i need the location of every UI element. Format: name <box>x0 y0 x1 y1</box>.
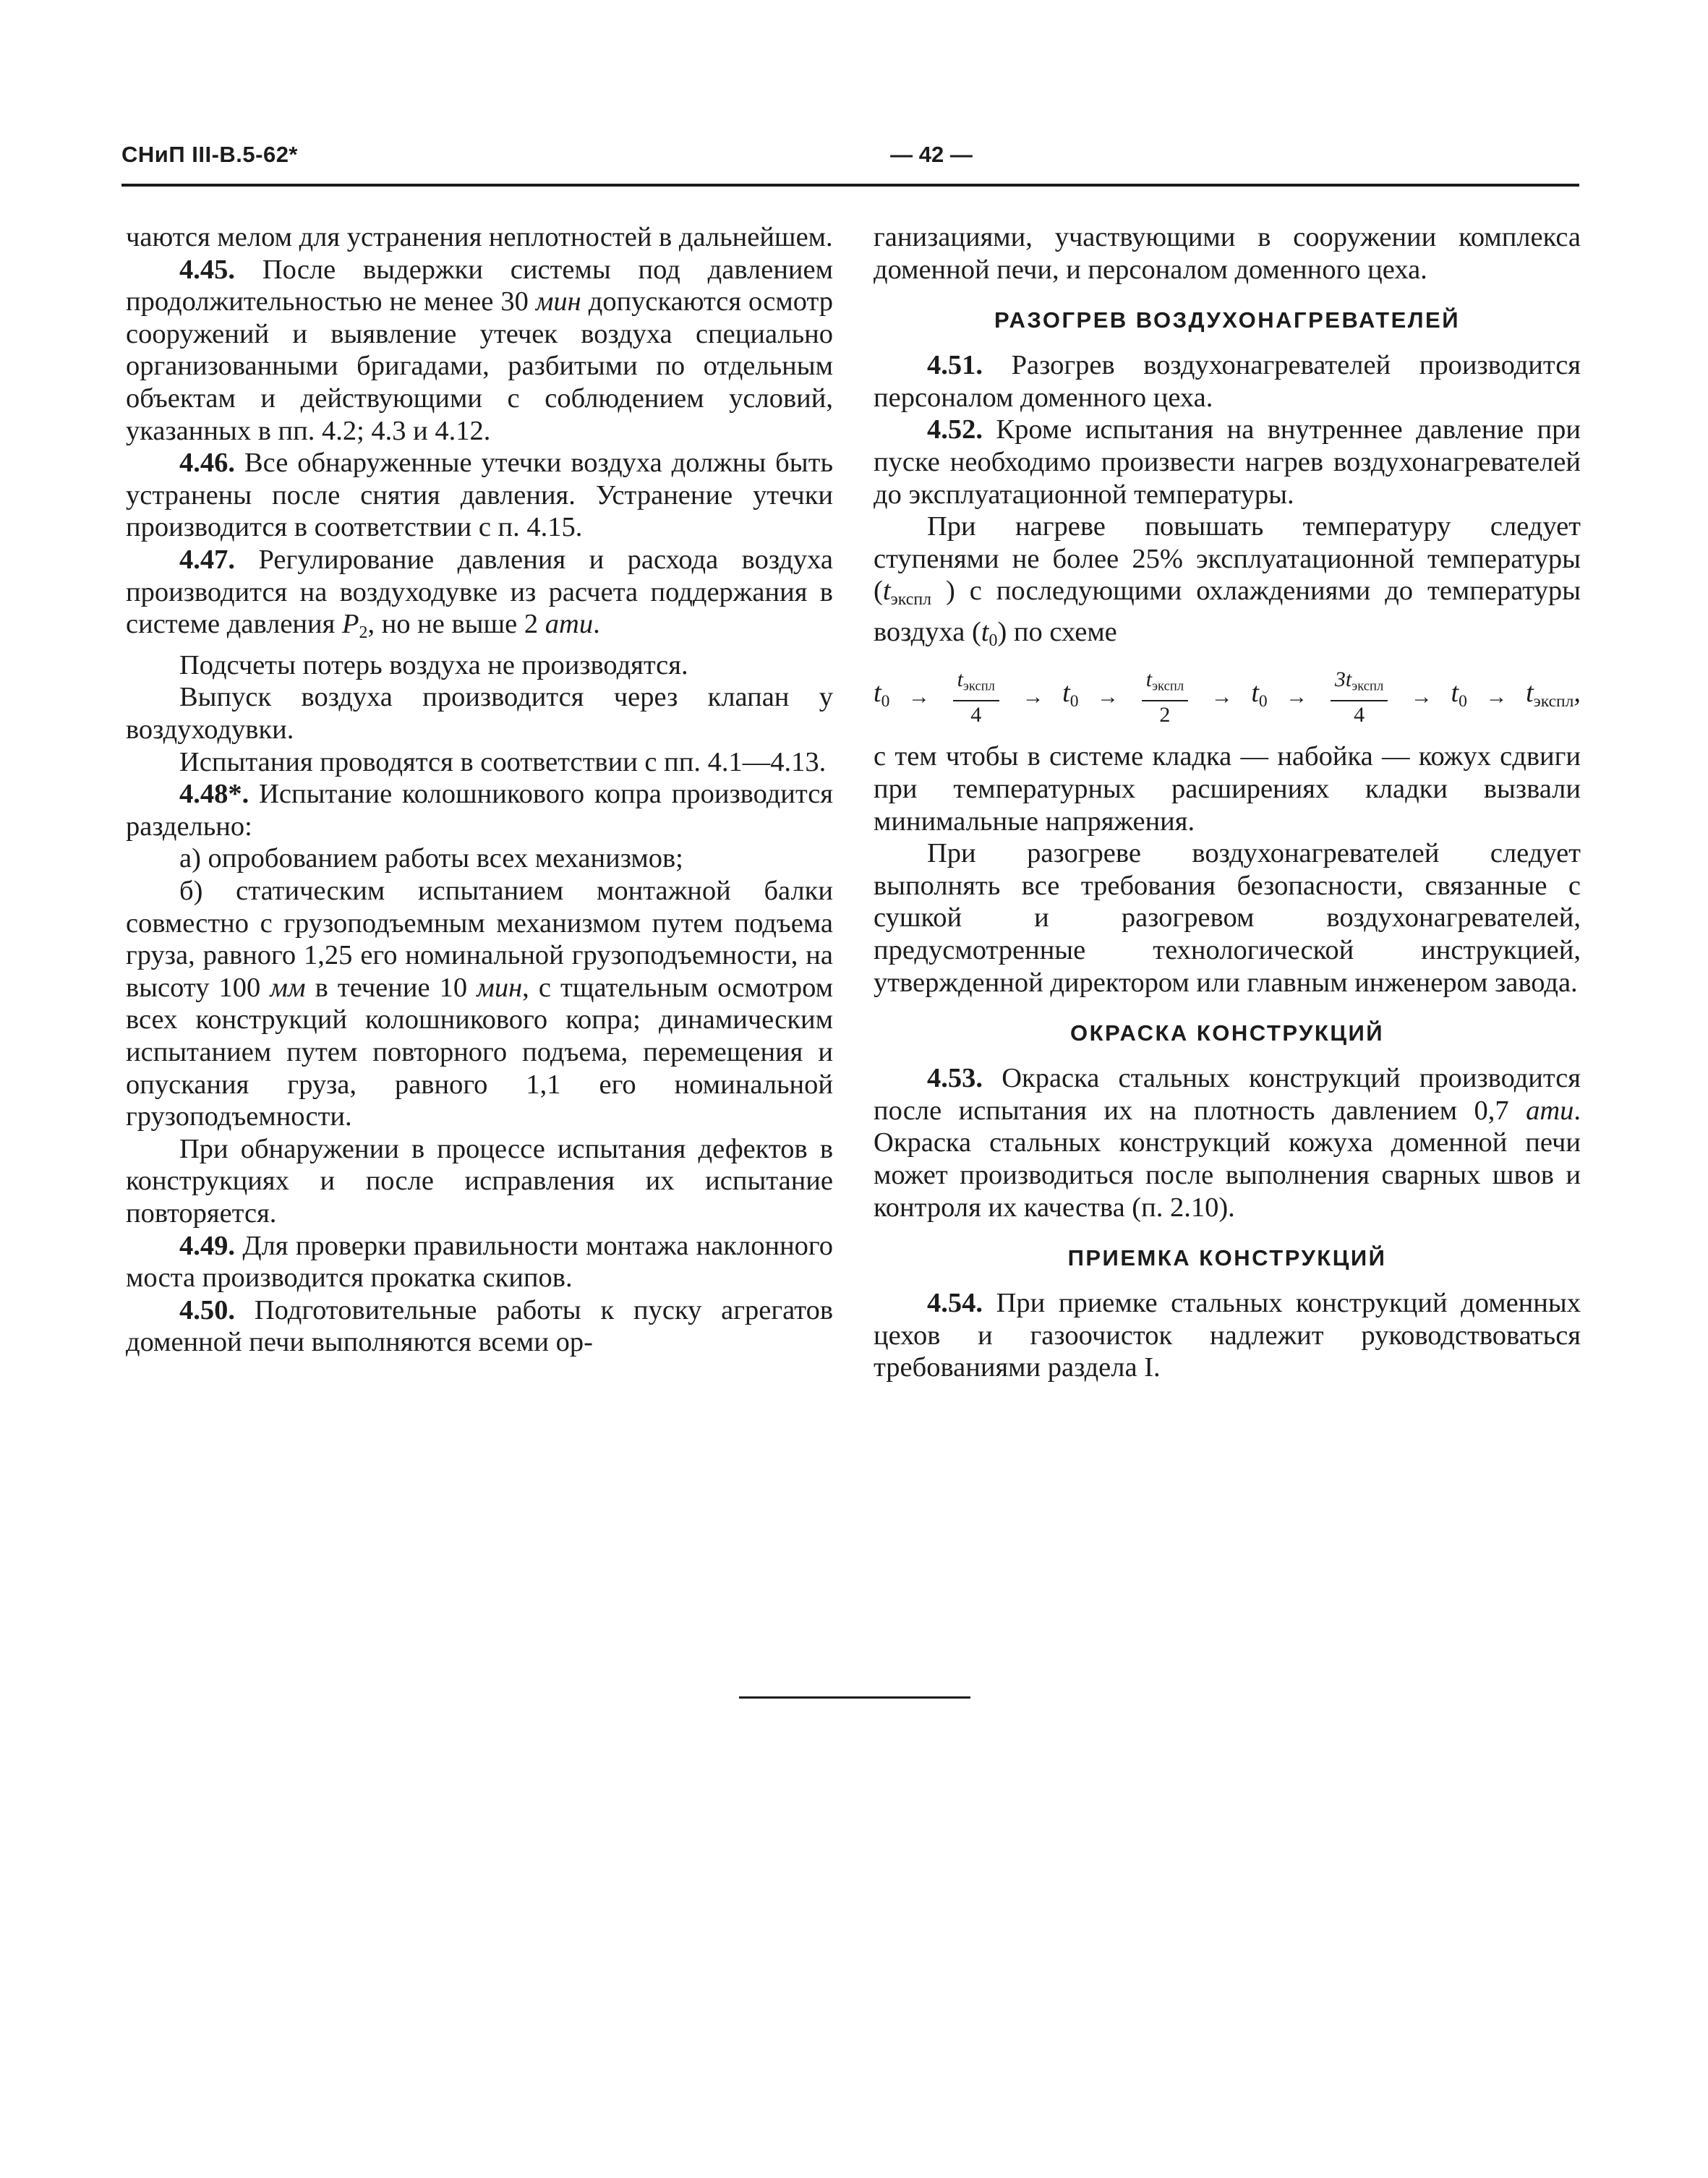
paragraph-number: 4.51. <box>927 350 983 381</box>
variable-t: 3t <box>1334 667 1352 691</box>
variable-subscript: 0 <box>1459 692 1467 712</box>
paragraph-text: ) с последующими охлаждениями до температуры воздуха ( <box>874 576 1581 648</box>
variable-p: P <box>341 609 359 640</box>
left-column <box>126 221 833 1359</box>
variable-t: t <box>882 576 891 607</box>
arrow-icon: → <box>1410 685 1432 709</box>
fraction-numerator <box>1331 666 1388 702</box>
arrow-icon: → <box>1097 685 1119 709</box>
paragraph-text: ) по схеме <box>997 617 1117 648</box>
header-rule <box>121 184 1579 187</box>
variable-subscript: экспл <box>1352 678 1384 694</box>
variable-t: t <box>1526 678 1534 709</box>
paragraph-text: Все обнаруженные утечки воздуха должны быть устранены после снятия давления. Устранение утечки производится в соответствии с п. 4.15. <box>126 448 834 543</box>
unit-text: мм <box>270 972 306 1003</box>
list-item-b <box>126 875 833 1133</box>
paragraph-masonry: с тем чтобы в системе кладка — набойка — кожух сдвиги при температурных расширениях кладки вызвали минимальные напряжения. <box>874 741 1581 837</box>
formula-term <box>1251 677 1267 718</box>
paragraph-text: Испытание колошникового копра производится раздельно: <box>126 779 834 842</box>
fraction-numerator <box>953 666 999 702</box>
paragraph-number: 4.50. <box>179 1294 235 1325</box>
paragraph-number: 4.52. <box>927 414 983 445</box>
paragraph-text: Для проверки правильности монтажа наклонного моста производится прокатка скипов. <box>126 1230 833 1294</box>
paragraph-number: 4.45. <box>179 254 235 285</box>
variable-t: t <box>1062 678 1070 709</box>
end-rule <box>739 1696 970 1699</box>
paragraph-number: 4.47. <box>179 544 235 575</box>
paragraph-text: При приемке стальных конструкций доменных цехов и газоочисток надлежит руководствоваться требованиями раздела I. <box>874 1288 1581 1383</box>
variable-t: t <box>1251 678 1259 709</box>
fraction-numerator <box>1142 666 1188 702</box>
section-heading-painting: ОКРАСКА КОНСТРУКЦИЙ <box>1069 1020 1385 1046</box>
variable-subscript: экспл <box>1533 692 1574 712</box>
paragraph-text: Разогрев воздухонагревателей производится персоналом доменного цеха. <box>874 350 1581 413</box>
unit-text: мин <box>535 286 581 317</box>
variable-subscript: 0 <box>1069 692 1079 712</box>
paragraph-4-50 <box>126 1294 833 1359</box>
paragraph-4-52 <box>874 414 1581 511</box>
variable-subscript: экспл <box>890 590 932 610</box>
variable-t: t <box>981 617 989 648</box>
fraction-denominator: 2 <box>1159 703 1171 727</box>
paragraph-text: Регулирование давления и расхода воздуха производится на воздуходувке из расчета поддержания в системе давления <box>126 544 833 640</box>
paragraph-text: допускаются осмотр сооружений и выявление утечек воздуха специально организованными бригадами, разбитыми по отдельным объектам и действующими с соблюдением условий, указанных в пп. 4.2; 4.3 и 4.12. <box>126 286 833 446</box>
paragraph-continuation: чаются мелом для устранения неплотностей в дальнейшем. <box>126 222 833 252</box>
paragraph-text: в течение 10 <box>315 972 468 1003</box>
list-item-a: а) опробованием работы всех механизмов; <box>179 843 683 874</box>
paragraph-number: 4.46. <box>179 448 235 479</box>
fraction-denominator: 4 <box>970 703 982 727</box>
paragraph-text: После выдержки системы под давлением продолжительностью не менее 30 <box>126 254 833 317</box>
section-heading-acceptance: ПРИЕМКА КОНСТРУКЦИЙ <box>1067 1245 1387 1271</box>
paragraph-4-54 <box>874 1287 1581 1384</box>
paragraph-safety: При разогреве воздухонагревателей следует выполнять все требования безопасности, связанные с сушкой и разогревом воздухонагревателей, предусмотренные технологической инструкцией, утвержденной директором или главным инженером завода. <box>874 838 1581 998</box>
paragraph-air-release: Выпуск воздуха производится через клапан у воздуходувки. <box>126 682 833 746</box>
variable-subscript: экспл <box>962 678 995 694</box>
paragraph-continuation: ганизациями, участвующими в сооружении комплекса доменной печи, и персоналом доменного цеха. <box>874 222 1581 285</box>
formula-term <box>1451 677 1467 718</box>
paragraph-number: 4.54. <box>927 1288 983 1319</box>
variable-t: t <box>874 678 881 709</box>
paragraph-4-48 <box>126 778 833 842</box>
paragraph-tests: Испытания проводятся в соответствии с пп. 4.1—4.13. <box>179 746 827 777</box>
paragraph-text: б) статическим испытанием монтажной балки совместно с грузоподъемным механизмом путем подъема груза, равного 1,25 его номинальной грузоподъемности, на высоту 100 <box>126 876 833 1003</box>
page-number: — 42 — <box>890 142 973 167</box>
fraction <box>1142 666 1188 730</box>
paragraph-text: . Окраска стальных конструкций кожуха доменной печи может производиться после выполнения сварных швов и контроля их качества (п. 2.10). <box>874 1095 1581 1223</box>
arrow-icon: → <box>1286 685 1308 709</box>
paragraph-text: . <box>593 609 600 640</box>
document-code: СНиП III-В.5-62* <box>121 142 298 167</box>
formula-term <box>1526 677 1581 718</box>
paragraph-text: Подготовительные работы к пуску агрегатов доменной печи выполняются всеми ор- <box>126 1294 833 1358</box>
paragraph-number: 4.48*. <box>179 779 249 810</box>
arrow-icon: → <box>1485 685 1508 709</box>
unit-text: мин <box>477 972 523 1003</box>
paragraph-4-45 <box>126 254 833 448</box>
section-heading-heating: РАЗОГРЕВ ВОЗДУХОНАГРЕВАТЕЛЕЙ <box>994 307 1460 333</box>
paragraph-heating-steps <box>874 511 1581 657</box>
formula-term <box>1062 677 1078 718</box>
arrow-icon: → <box>1210 685 1233 709</box>
page-header <box>121 142 1579 171</box>
paragraph-4-46 <box>126 447 833 544</box>
formula-term <box>874 677 889 718</box>
unit-text: ати <box>545 609 594 640</box>
paragraph-4-47 <box>126 544 833 649</box>
variable-t: t <box>1451 678 1459 709</box>
variable-subscript: 2 <box>359 623 368 643</box>
unit-text: ати <box>1526 1095 1574 1126</box>
paragraph-text: При нагреве повышать температуру следует ступенями не более 25% эксплуатационной температуры ( <box>874 511 1581 607</box>
variable-subscript: 0 <box>881 692 890 712</box>
paragraph-text: Кроме испытания на внутреннее давление при пуске необходимо произвести нагрев воздухонагревателей до эксплуатационной температуры. <box>874 414 1581 510</box>
fraction-denominator: 4 <box>1354 703 1365 727</box>
variable-subscript: экспл <box>1152 678 1184 694</box>
variable-t: t <box>957 667 963 691</box>
arrow-icon: → <box>908 685 930 709</box>
paragraph-text: Окраска стальных конструкций производится после испытания их на плотность давлением 0,7 <box>874 1063 1581 1126</box>
paragraph-defects: При обнаружении в процессе испытания дефектов в конструкциях и после исправления их испытание повторяется. <box>126 1133 833 1229</box>
paragraph-number: 4.53. <box>927 1063 983 1094</box>
paragraph-text: , с тщательным осмотром всех конструкций колошникового копра; динамическим испытанием путем повторного подъема, перемещения и опускания груза, равного 1,1 его номинальной грузоподъемности. <box>126 972 834 1132</box>
paragraph-number: 4.49. <box>179 1230 235 1261</box>
paragraph-4-49 <box>126 1230 833 1294</box>
variable-subscript: 0 <box>1258 692 1268 712</box>
fraction <box>953 666 999 730</box>
heating-scheme-formula <box>874 666 1581 730</box>
arrow-icon: → <box>1022 685 1044 709</box>
variable-subscript: 0 <box>988 631 998 651</box>
paragraph-4-53 <box>874 1062 1581 1223</box>
right-column <box>874 221 1581 1384</box>
variable-t: t <box>1145 667 1153 691</box>
formula-punctuation: , <box>1574 678 1581 709</box>
paragraph-4-51 <box>874 349 1581 414</box>
paragraph-text: , но не выше 2 <box>367 609 539 640</box>
fraction <box>1331 666 1388 730</box>
paragraph-air-loss: Подсчеты потерь воздуха не производятся. <box>179 649 688 680</box>
